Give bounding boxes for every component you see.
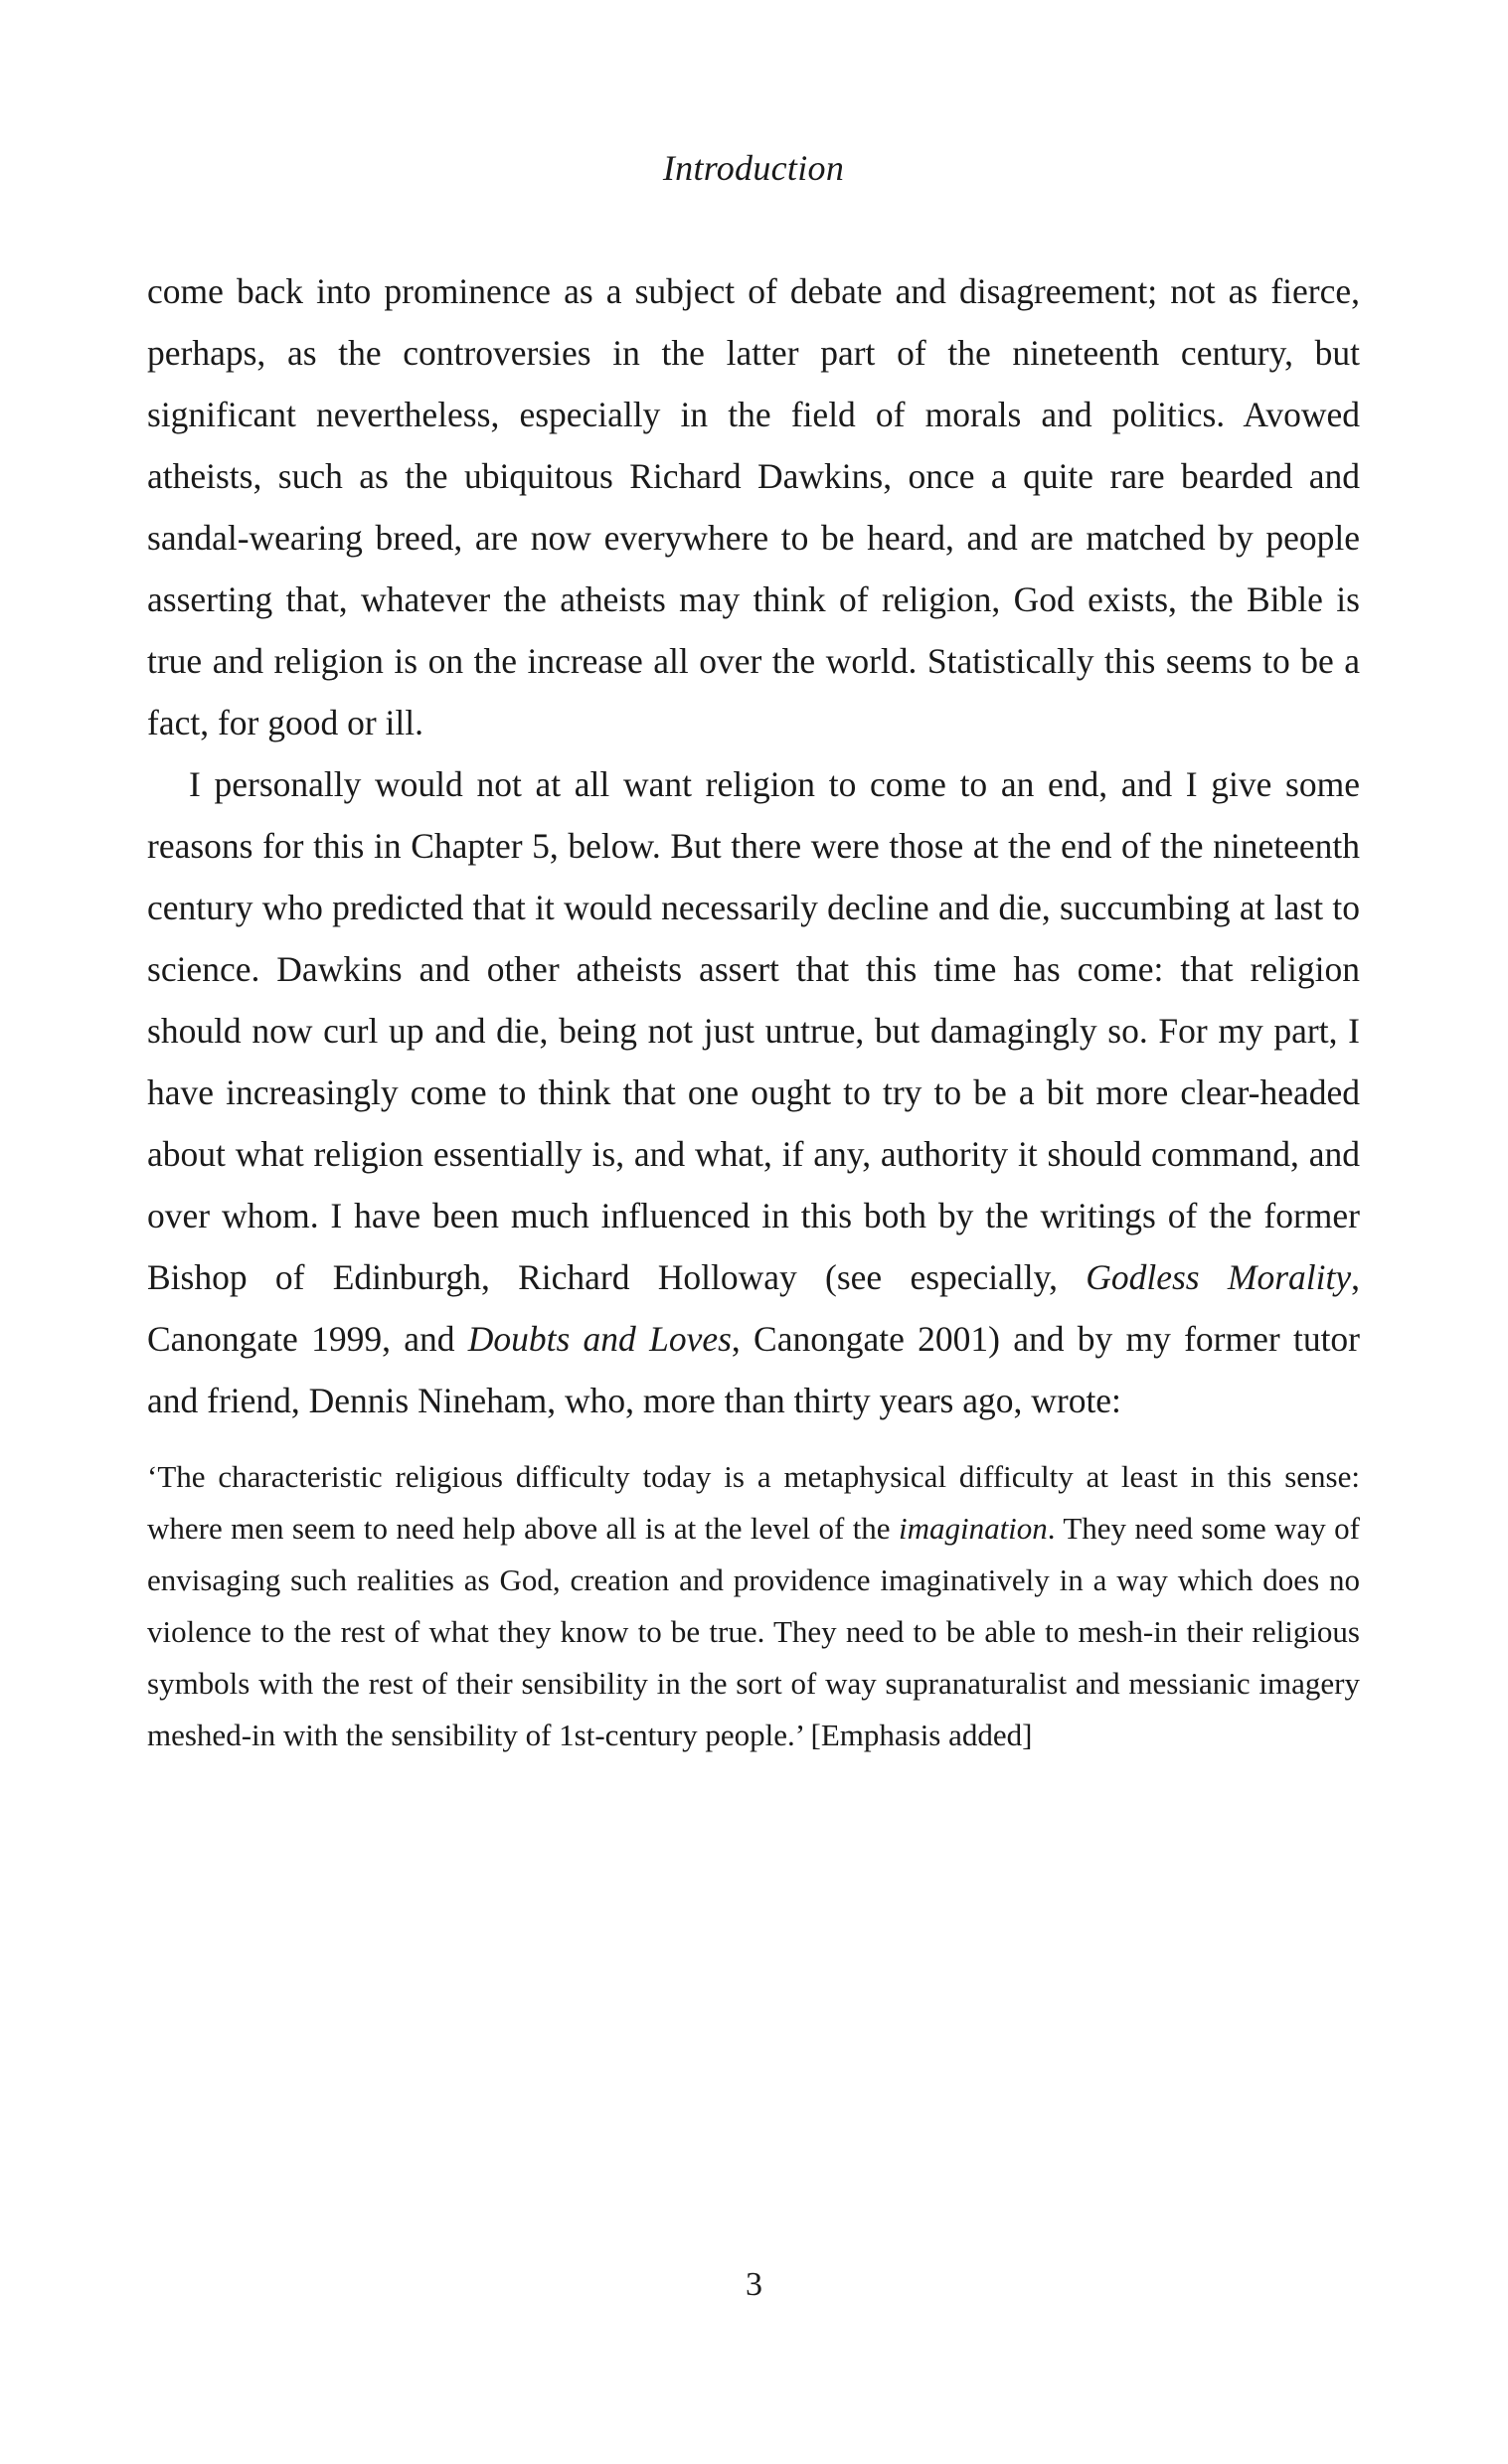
page-number: 3 xyxy=(746,2266,762,2303)
paragraph-1: come back into prominence as a subject of debate and disagreement; not as fierce, perhaps, as the controversies in the latter part of the nineteenth century, but significant nevertheless, especially in the field of morals and politics. Avowed atheists, such as the ubiquitous Richard Dawkins, once a quite rare bearded and sandal-wearing breed, are now everywhere to be heard, and are matched by people asserting that, whatever the atheists may think of religion, God exists, the Bible is true and religion is on the increase all over the world. Statistically this seems to be a fact, for good or ill. xyxy=(147,271,1360,742)
paragraph-2-part-1: I personally would not at all want religion to come to an end, and I give some reasons for this in Chapter 5, below. But there were those at the end of the nineteenth century who predicted that it would necessarily decline and die, succumbing at last to science. Dawkins and other atheists assert that this time has come: that religion should now curl up and die, being not just untrue, but damagingly so. For my part, I have increasingly come to think that one ought to try to be a bit more clear-headed about what religion essentially is, and what, if any, authority it should command, and over whom. I have been much influenced in this both by the writings of the former Bishop of Edinburgh, Richard Holloway (see especially, xyxy=(147,764,1360,1297)
quote-emphasis-imagination: imagination xyxy=(898,1511,1048,1546)
paragraph-2 xyxy=(147,753,1360,1431)
paragraph-2-part-2: , Canongate 1999, and xyxy=(147,1257,1360,1359)
running-head: Introduction xyxy=(662,148,845,188)
page-content xyxy=(147,0,1360,1761)
block-quote xyxy=(147,1451,1360,1761)
quote-part-2: . They need some way of envisaging such realities as God, creation and providence imaginatively in a way which does no violence to the rest of what they know to be true. They need to be able to mesh-in their religious symbols with the rest of their sensibility in the sort of way supranaturalist and messianic imagery meshed-in with the sensibility of 1st-century people.’ [Emphasis added] xyxy=(147,1511,1360,1752)
quote-paragraph xyxy=(147,1451,1360,1761)
book-title-doubts-and-loves: Doubts and Loves xyxy=(467,1319,732,1359)
body-text xyxy=(147,260,1360,1761)
quote-part-1: ‘The characteristic religious difficulty today is a metaphysical difficulty at least in this sense: where men seem to need help above all is at the level of the xyxy=(147,1459,1360,1546)
paragraph-2-part-3: , Canongate 2001) and by my former tutor and friend, Dennis Nineham, who, more than thirty years ago, wrote: xyxy=(147,1319,1360,1420)
book-title-godless-morality: Godless Morality xyxy=(1086,1257,1352,1297)
